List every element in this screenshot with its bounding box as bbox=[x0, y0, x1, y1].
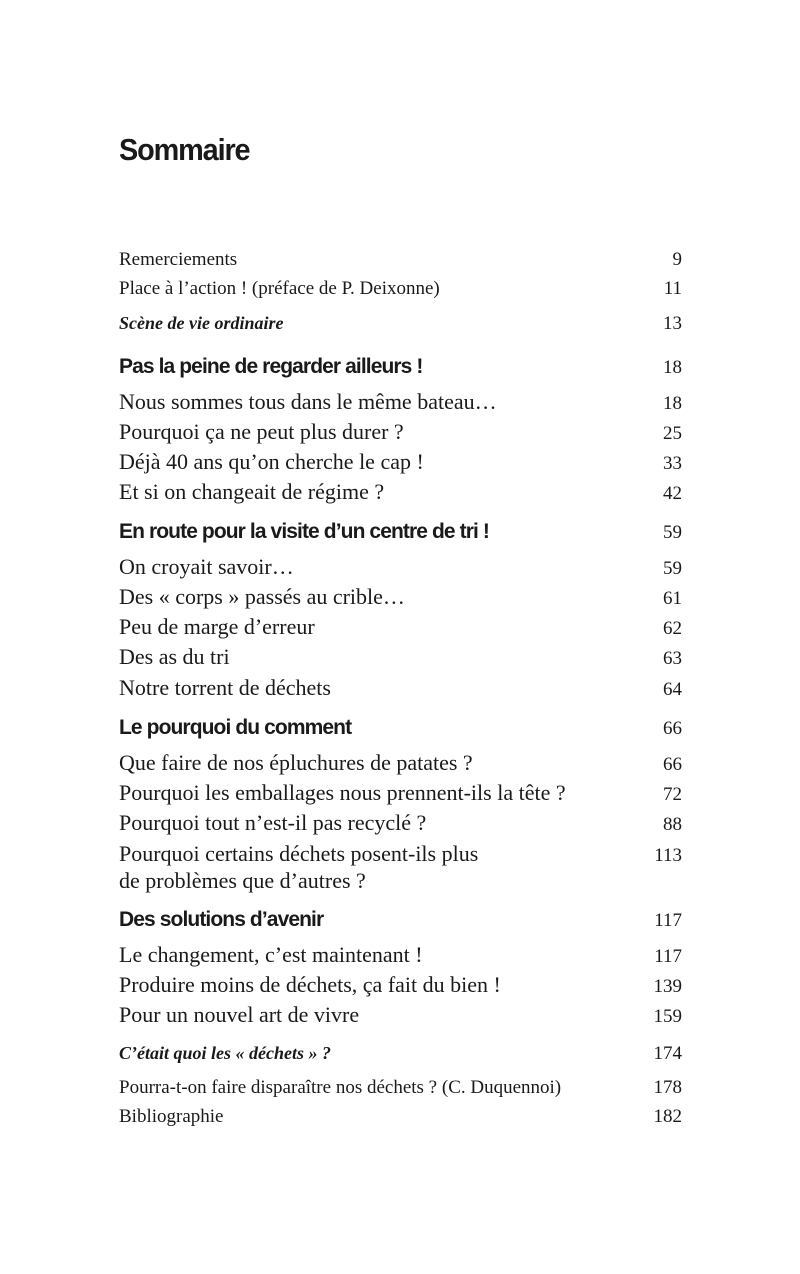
toc-entry-label: Place à l’action ! (préface de P. Deixonne) bbox=[119, 278, 440, 299]
toc-entry-page: 139 bbox=[653, 976, 682, 997]
toc-entry-label: Remerciements bbox=[119, 249, 238, 270]
toc-entry-page: 18 bbox=[663, 357, 682, 378]
toc-entry[interactable] bbox=[119, 1043, 682, 1065]
toc-entry-label: Peu de marge d’erreur bbox=[119, 614, 315, 639]
toc-entry[interactable] bbox=[119, 479, 682, 505]
toc-part-heading[interactable] bbox=[119, 520, 682, 544]
toc-entry-label: Scène de vie ordinaire bbox=[119, 313, 284, 333]
toc-entry-label: Produire moins de déchets, ça fait du bien ! bbox=[119, 972, 501, 997]
toc-entry-page: 72 bbox=[663, 784, 682, 805]
toc-entry-label: Pour un nouvel art de vivre bbox=[119, 1002, 360, 1027]
toc-entry[interactable] bbox=[119, 278, 682, 300]
page-title: Sommaire bbox=[119, 132, 250, 167]
toc-entry-label: Notre torrent de déchets bbox=[119, 675, 331, 700]
toc-entry-page: 174 bbox=[653, 1043, 682, 1064]
toc-entry-label: Des « corps » passés au crible… bbox=[119, 584, 405, 609]
toc-entry[interactable] bbox=[119, 313, 682, 335]
toc-entry-label: Pourquoi ça ne peut plus durer ? bbox=[119, 419, 404, 444]
toc-entry-label: Bibliographie bbox=[119, 1106, 224, 1127]
toc-entry-label: Pourquoi tout n’est-il pas recyclé ? bbox=[119, 810, 427, 835]
toc-entry-label-line: Pourquoi certains déchets posent-ils plus bbox=[119, 841, 479, 866]
toc-entry-label: Pourra-t-on faire disparaître nos déchets ? (C. Duquennoi) bbox=[119, 1077, 562, 1098]
toc-entry-label: Et si on changeait de régime ? bbox=[119, 479, 385, 504]
toc-entry-page: 113 bbox=[654, 845, 682, 866]
toc-entry-page: 117 bbox=[654, 910, 682, 931]
toc-entry[interactable] bbox=[119, 972, 682, 998]
toc-entry-label: Nous sommes tous dans le même bateau… bbox=[119, 389, 497, 414]
toc-entry-page: 117 bbox=[654, 946, 682, 967]
toc-entry-page: 88 bbox=[663, 814, 682, 835]
toc-entry[interactable] bbox=[119, 675, 682, 701]
toc-entry[interactable] bbox=[119, 389, 682, 415]
toc-entry[interactable] bbox=[119, 449, 682, 475]
toc-entry-page: 18 bbox=[663, 393, 682, 414]
toc-entry-page: 13 bbox=[663, 313, 682, 334]
toc-entry-label: Pas la peine de regarder ailleurs ! bbox=[119, 355, 423, 378]
toc-entry[interactable] bbox=[119, 942, 682, 968]
toc-entry-page: 33 bbox=[663, 453, 682, 474]
toc-entry-label: Que faire de nos épluchures de patates ? bbox=[119, 750, 473, 775]
toc-entry-label-line: de problèmes que d’autres ? bbox=[119, 868, 366, 893]
toc-entry-page: 178 bbox=[653, 1077, 682, 1098]
toc-entry-label: Des as du tri bbox=[119, 644, 230, 669]
toc-entry-page: 9 bbox=[672, 249, 682, 270]
toc-entry-label: C’était quoi les « déchets » ? bbox=[119, 1043, 331, 1063]
toc-entry-page: 66 bbox=[663, 718, 682, 739]
toc-entry-label: Des solutions d’avenir bbox=[119, 908, 324, 931]
toc-entry-page: 159 bbox=[653, 1006, 682, 1027]
toc-entry-page: 64 bbox=[663, 679, 682, 700]
toc-entry-page: 61 bbox=[663, 588, 682, 609]
toc-entry[interactable] bbox=[119, 750, 682, 776]
toc-entry[interactable] bbox=[119, 249, 682, 271]
toc-part-heading[interactable] bbox=[119, 908, 682, 932]
toc-entry[interactable] bbox=[119, 584, 682, 610]
toc-entry[interactable] bbox=[119, 1077, 682, 1099]
toc-entry[interactable] bbox=[119, 419, 682, 445]
toc-entry-page: 59 bbox=[663, 558, 682, 579]
toc-entry[interactable] bbox=[119, 554, 682, 580]
toc-entry[interactable] bbox=[119, 780, 682, 806]
toc-entry-page: 59 bbox=[663, 522, 682, 543]
toc-entry-page: 25 bbox=[663, 423, 682, 444]
toc-entry-page: 42 bbox=[663, 483, 682, 504]
toc-entry[interactable] bbox=[119, 1106, 682, 1128]
toc-entry-page: 182 bbox=[653, 1106, 682, 1127]
toc-entry[interactable] bbox=[119, 1002, 682, 1028]
toc-entry-page: 63 bbox=[663, 648, 682, 669]
toc-entry-label: On croyait savoir… bbox=[119, 554, 294, 579]
toc-entry-label: En route pour la visite d’un centre de tri ! bbox=[119, 520, 489, 543]
toc-entry[interactable] bbox=[119, 840, 682, 894]
toc-entry-label bbox=[119, 840, 478, 894]
toc-entry[interactable] bbox=[119, 644, 682, 670]
toc-entry-page: 66 bbox=[663, 754, 682, 775]
toc-entry[interactable] bbox=[119, 614, 682, 640]
toc-entry-label: Pourquoi les emballages nous prennent-ils la tête ? bbox=[119, 780, 566, 805]
toc-part-heading[interactable] bbox=[119, 355, 682, 379]
toc-entry-label: Déjà 40 ans qu’on cherche le cap ! bbox=[119, 449, 424, 474]
toc-part-heading[interactable] bbox=[119, 716, 682, 740]
toc-entry-page: 11 bbox=[663, 278, 682, 299]
toc-entry-label: Le changement, c’est maintenant ! bbox=[119, 942, 423, 967]
toc-entry-page: 62 bbox=[663, 618, 682, 639]
toc-entry-label: Le pourquoi du comment bbox=[119, 716, 352, 739]
toc-entry[interactable] bbox=[119, 810, 682, 836]
